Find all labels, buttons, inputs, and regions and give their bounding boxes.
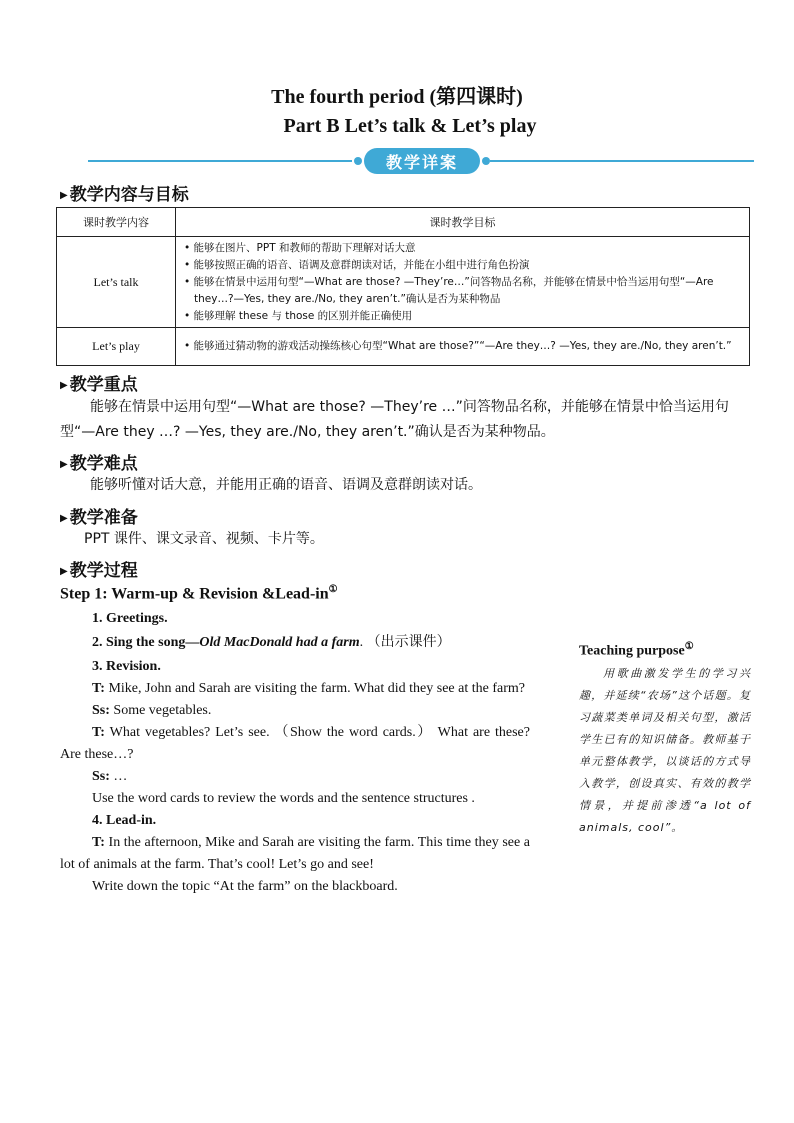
- preparation-heading: ▶ 教学准备: [60, 508, 138, 528]
- key-points-text: 能够在情景中运用句型“—What are those? —They’re …”问答物品名称，并能够在情景中恰当运用句型“—Are they …? —Yes, they are./No, they aren’t.”确认是否为某种物品。: [60, 399, 729, 440]
- dialogue-line: T: In the afternoon, Mike and Sarah are visiting the farm. This time they see a lot of animals at the farm. That’s cool! Let’s go and see!: [60, 835, 530, 872]
- greetings-line: 1. Greetings.: [92, 611, 168, 626]
- footnote-mark: ①: [328, 584, 338, 595]
- table-cell-content: Let’s play: [57, 328, 176, 366]
- banner-line-left: [88, 160, 352, 162]
- leadin-line: 4. Lead-in.: [92, 813, 157, 828]
- banner-dot-right: [482, 157, 490, 165]
- objectives-table: [56, 207, 750, 366]
- song-line: 2. Sing the song—Old MacDonald had a farm. （出示课件）: [92, 635, 451, 650]
- table-header-goals: 课时教学目标: [176, 208, 750, 237]
- preparation-text: PPT 课件、课文录音、视频、卡片等。: [84, 531, 324, 547]
- dialogue-line: T: Mike, John and Sarah are visiting the farm. What did they see at the farm?: [92, 681, 525, 696]
- key-points-heading: ▶ 教学重点: [60, 375, 138, 395]
- note-text: 用歌曲激发学生的学习兴趣，并延续“农场”这个话题。复习蔬菜类单词及相关句型，激活学生已有的知识储备。教师基于单元整体教学，以谈话的方式导入教学，创设真实、有效的教学情景，并提前渗透“a lot of animals, cool”。: [579, 666, 751, 834]
- dialogue-line: Ss: …: [92, 769, 128, 784]
- triangle-icon: ▶: [60, 380, 68, 391]
- banner-line-right: [490, 160, 754, 162]
- process-body: [60, 608, 530, 898]
- banner-label: 教学详案: [364, 148, 480, 174]
- triangle-icon: ▶: [60, 513, 68, 524]
- process-heading: ▶ 教学过程: [60, 561, 138, 581]
- topic-line: Write down the topic “At the farm” on the blackboard.: [92, 879, 398, 894]
- table-cell-goals: [176, 237, 750, 328]
- section-banner: [88, 146, 754, 176]
- dialogue-line: Ss: Some vegetables.: [92, 703, 212, 718]
- triangle-icon: ▶: [60, 459, 68, 470]
- revision-line: 3. Revision.: [92, 659, 161, 674]
- page-subtitle: Part B Let’s talk & Let’s play: [283, 115, 537, 137]
- difficulties-text: 能够听懂对话大意，并能用正确的语音、语调及意群朗读对话。: [90, 477, 482, 493]
- note-heading: Teaching purpose①: [579, 641, 694, 659]
- page-title: The fourth period (第四课时): [271, 86, 523, 108]
- triangle-icon: ▶: [60, 190, 68, 201]
- dialogue-line: T: What vegetables? Let’s see. （Show the word cards.） What are these? Are these…?: [60, 725, 530, 762]
- step-title: Step 1: Warm-up & Revision &Lead-in①: [60, 584, 338, 603]
- cards-line: Use the word cards to review the words and the sentence structures .: [92, 791, 475, 806]
- goal-item: • 能够通过猜动物的游戏活动操练核心句型“What are those?”“—Are they…? —Yes, they are./No, they aren’t.”: [184, 340, 732, 352]
- banner-badge: [354, 148, 490, 174]
- table-cell-goals: [176, 328, 750, 366]
- objectives-heading: ▶ 教学内容与目标: [60, 185, 189, 205]
- difficulties-heading: ▶ 教学难点: [60, 454, 138, 474]
- goal-item: • 能够在情景中运用句型“—What are those? —They’re…”问答物品名称，并能够在情景中恰当运用句型“—Are they…?—Yes, they are./No, they aren’t.”确认是否为某种物品: [184, 275, 714, 305]
- teaching-purpose-note: [579, 636, 751, 839]
- triangle-icon: ▶: [60, 566, 68, 577]
- goal-item: • 能够按照正确的语音、语调及意群朗读对话，并能在小组中进行角色扮演: [184, 258, 530, 271]
- table-header-content: 课时教学内容: [57, 208, 176, 237]
- goal-item: • 能够理解 these 与 those 的区别并能正确使用: [184, 309, 413, 322]
- goal-item: • 能够在图片、PPT 和教师的帮助下理解对话大意: [184, 241, 416, 254]
- table-cell-content: Let’s talk: [57, 237, 176, 328]
- banner-dot-left: [354, 157, 362, 165]
